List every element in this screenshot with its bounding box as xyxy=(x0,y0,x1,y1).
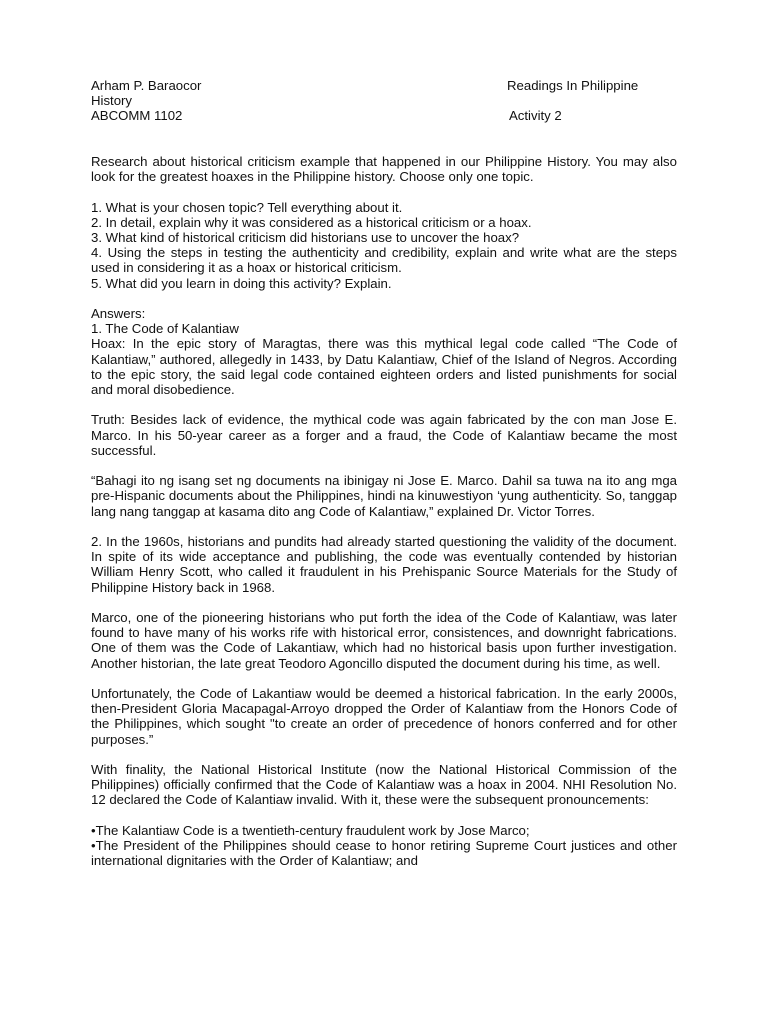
bullet-item: •The President of the Philippines should cease to honor retiring Supreme Court justices and other international dignitaries with the Order of Kalantiaw; and xyxy=(91,837,677,869)
course-title: Readings In Philippine xyxy=(507,78,639,93)
question-item: 3. What kind of historical criticism did historians use to uncover the hoax? xyxy=(91,229,520,245)
pronouncements-list xyxy=(91,823,677,869)
paragraph-truth: Truth: Besides lack of evidence, the mythical code was again fabricated by the con man Jose E. Marco. In his 50-year career as a forger and a fraud, the Code of Kalantiaw became the most successful. xyxy=(91,412,677,458)
question-item: 5. What did you learn in doing this activity? Explain. xyxy=(91,275,392,291)
questions-list xyxy=(91,200,677,291)
paragraph-fabrication: Unfortunately, the Code of Lakantiaw would be deemed a historical fabrication. In the early 2000s, then-President Gloria Macapagal-Arroyo dropped the Order of Kalantiaw from the Honors Code of the Philippines, which sought "to create an order of precedence of honors conferred and for other purposes.” xyxy=(91,685,677,747)
bullet-item: •The Kalantiaw Code is a twentieth-century fraudulent work by Jose Marco; xyxy=(91,822,530,838)
paragraph-quote: “Bahagi ito ng isang set ng documents na ibinigay ni Jose E. Marco. Dahil sa tuwa na ito ang mga pre-Hispanic documents about the Philippines, hindi na kinuwestiyon ‘yung authenticity. So, tanggap lang nang tanggap at kasama dito ang Code of Kalantiaw,” explained Dr. Victor Torres. xyxy=(91,473,677,519)
author-name: Arham P. Baraocor xyxy=(91,78,202,93)
question-item: 2. In detail, explain why it was considered as a historical criticism or a hoax. xyxy=(91,214,532,230)
instructions-paragraph: Research about historical criticism example that happened in our Philippine History. You may also look for the greatest hoaxes in the Philippine history. Choose only one topic. xyxy=(91,153,677,185)
activity-label: Activity 2 xyxy=(509,108,562,124)
paragraph-marco: Marco, one of the pioneering historians who put forth the idea of the Code of Kalantiaw, was later found to have many of his works rife with historical error, consistences, and downright fabrications. One of them was the Code of Lakantiaw, which had no historical basis upon further investigation. Another historian, the late great Teodoro Agoncillo disputed the document during his time, as well. xyxy=(91,609,677,671)
document-page xyxy=(91,78,677,868)
question-item: 4. Using the steps in testing the authenticity and credibility, explain and write what are the steps used in considering it as a hoax or historical criticism. xyxy=(91,245,677,276)
paragraph-finality: With finality, the National Historical Institute (now the National Historical Commission of the Philippines) officially confirmed that the Code of Kalantiaw was a hoax in 2004. NHI Resolution No. 12 declared the Code of Kalantiaw invalid. With it, these were the subsequent pronouncements: xyxy=(91,761,677,808)
header-row-1 xyxy=(91,78,677,93)
header-row-3 xyxy=(91,108,677,123)
paragraph-answer-2: 2. In the 1960s, historians and pundits had already started questioning the validity of the document. In spite of its wide acceptance and publishing, the code was eventually contended by historian William Henry Scott, who called it fraudulent in his Prehispanic Source Materials for the Study of Philippine History back in 1968. xyxy=(91,533,677,595)
question-item: 1. What is your chosen topic? Tell everything about it. xyxy=(91,199,403,215)
section-code: ABCOMM 1102 xyxy=(91,108,183,124)
answer-1-title: 1. The Code of Kalantiaw xyxy=(91,321,239,337)
course-title-continued: History xyxy=(91,93,133,109)
paragraph-hoax: Hoax: In the epic story of Maragtas, there was this mythical legal code called “The Code of Kalantiaw,” authored, allegedly in 1433, by Datu Kalantiaw, Chief of the Island of Negros. According to the epic story, the said legal code contained eighteen orders and listed punishments for social and moral disobedience. xyxy=(91,336,677,397)
answers-heading: Answers: xyxy=(91,305,146,321)
